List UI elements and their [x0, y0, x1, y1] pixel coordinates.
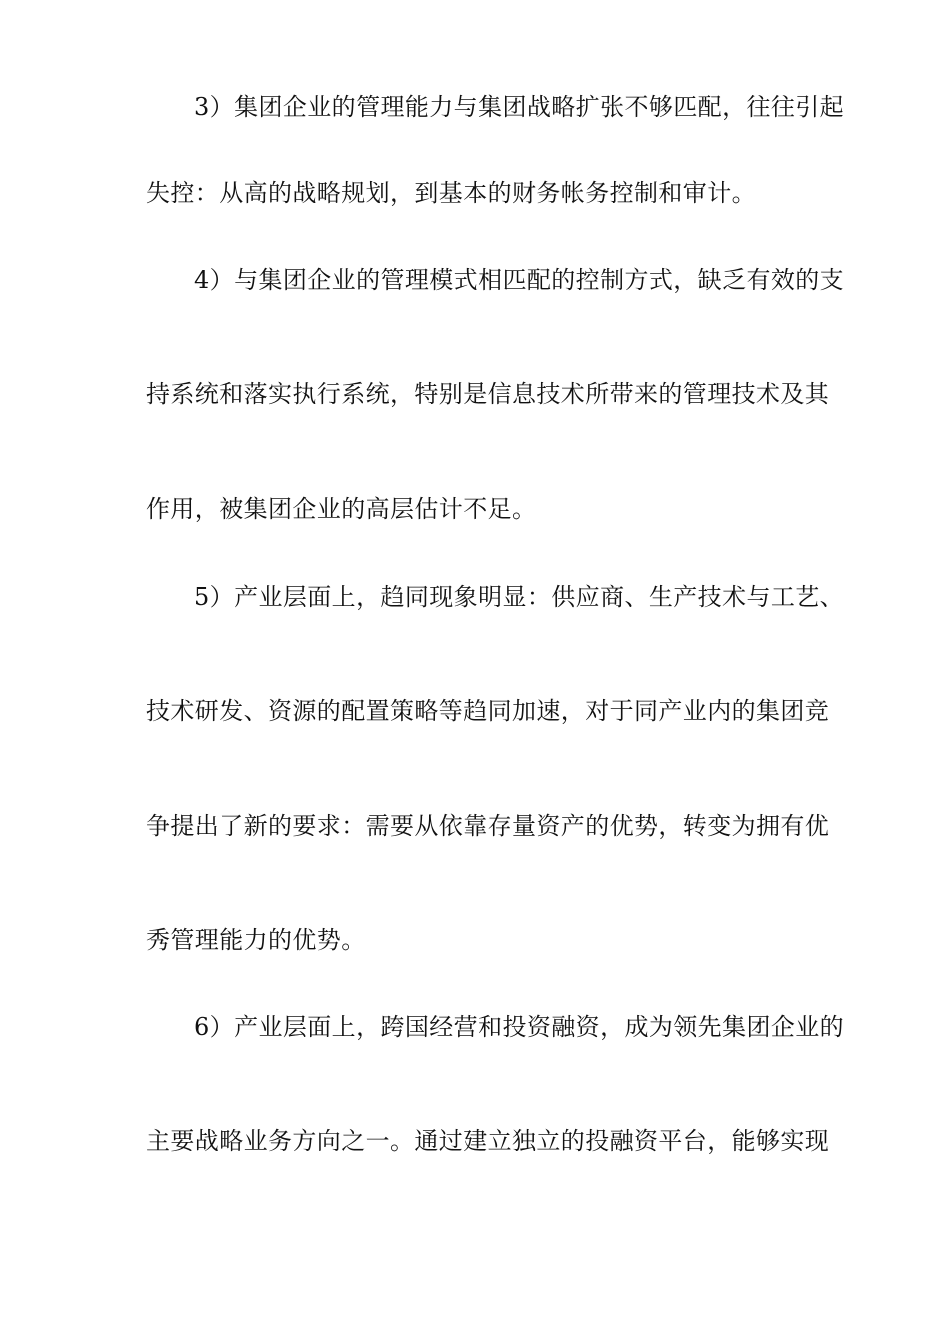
- paragraph-5-line-1: 5）产业层面上，趋同现象明显：供应商、生产技术与工艺、: [194, 583, 845, 611]
- paragraph-4-line-1: 4）与集团企业的管理模式相匹配的控制方式，缺乏有效的支: [194, 266, 845, 294]
- paragraph-3-line-1: 3）集团企业的管理能力与集团战略扩张不够匹配，往往引起: [194, 93, 845, 121]
- paragraph-5-line-3: 争提出了新的要求：需要从依靠存量资产的优势，转变为拥有优: [146, 812, 830, 840]
- paragraph-6-line-1: 6）产业层面上，跨国经营和投资融资，成为领先集团企业的: [194, 1013, 845, 1041]
- paragraph-5-line-2: 技术研发、资源的配置策略等趋同加速，对于同产业内的集团竞: [146, 697, 830, 725]
- paragraph-5-line-4: 秀管理能力的优势。: [146, 926, 366, 954]
- paragraph-3-line-2: 失控：从高的战略规划，到基本的财务帐务控制和审计。: [146, 179, 756, 207]
- paragraph-4-line-3: 作用，被集团企业的高层估计不足。: [146, 495, 537, 523]
- paragraph-4-line-2: 持系统和落实执行系统，特别是信息技术所带来的管理技术及其: [146, 380, 830, 408]
- paragraph-6-line-2: 主要战略业务方向之一。通过建立独立的投融资平台，能够实现: [146, 1127, 830, 1155]
